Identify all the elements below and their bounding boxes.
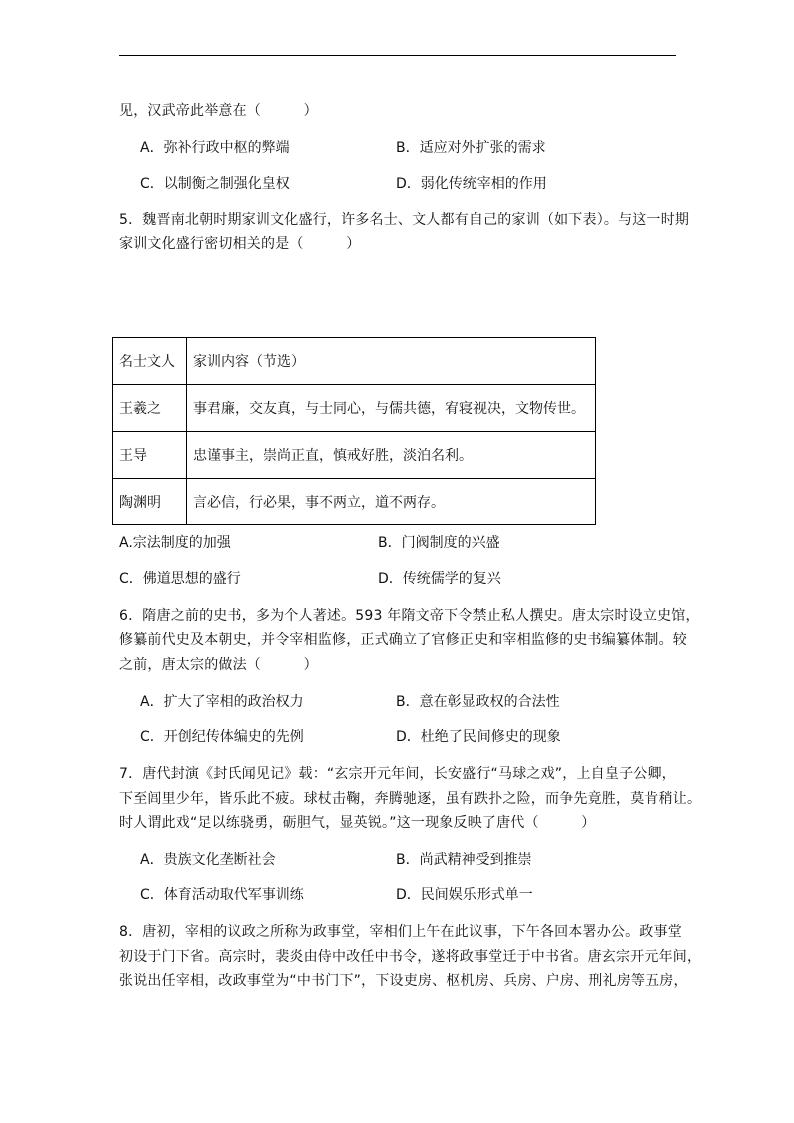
q4-stem-end: 见，汉武帝此举意在（ ）	[119, 103, 318, 119]
q4-option-a: A．弥补行政中枢的弊端	[140, 140, 290, 156]
q5-option-b: B．门阀制度的兴盛	[378, 535, 500, 551]
header-rule	[119, 55, 676, 56]
q6-option-a: A．扩大了宰相的政治权力	[140, 694, 304, 710]
q4-option-d: D．弱化传统宰相的作用	[396, 176, 547, 192]
table-row	[113, 432, 596, 479]
table-header-cell: 家训内容（节选）	[187, 338, 596, 385]
q6-option-d: D．杜绝了民间修史的现象	[396, 729, 561, 745]
q7-stem-line-1: 7．唐代封演《封氏闻见记》载：“玄宗开元年间，长安盛行“马球之戏”，上自皇子公卿，	[119, 766, 676, 782]
q7-option-c: C．体育活动取代军事训练	[140, 887, 304, 903]
table-cell-content: 言必信，行必果，事不两立，道不两存。	[187, 479, 596, 525]
q8-stem-line-2: 初设于门下省。高宗时，裴炎由侍中改任中书令，遂将政事堂迁于中书省。唐玄宗开元年间，	[119, 949, 702, 965]
table-header-row	[113, 338, 596, 385]
q4-option-c: C．以制衡之制强化皇权	[140, 176, 290, 192]
q5-option-a: A.宗法制度的加强	[119, 535, 231, 551]
q8-stem-line-3: 张说出任宰相，改政事堂为“中书门下”，下设吏房、枢机房、兵房、户房、刑礼房等五房，	[119, 973, 688, 989]
table-cell-name: 王导	[113, 432, 187, 479]
q6-option-c: C．开创纪传体编史的先例	[140, 729, 304, 745]
q7-option-a: A．贵族文化垄断社会	[140, 852, 276, 868]
q8-stem-line-1: 8．唐初，宰相的议政之所称为政事堂，宰相们上午在此议事，下午各回本署办公。政事堂	[119, 924, 682, 940]
q6-stem-line-2: 修纂前代史及本朝史，并令宰相监修，正式确立了官修正史和宰相监修的史书编纂体制。较	[119, 632, 687, 648]
table-cell-name: 王羲之	[113, 385, 187, 432]
q4-option-b: B．适应对外扩张的需求	[396, 140, 546, 156]
q6-stem-line-3: 之前，唐太宗的做法（ ）	[119, 657, 318, 673]
q5-option-d: D．传统儒学的复兴	[378, 571, 501, 587]
table-header-cell: 名士文人	[113, 338, 187, 385]
q7-stem-line-2: 下至闾里少年，皆乐此不疲。球杖击鞠，奔腾驰逐，虽有跌扑之险，而争先竟胜，莫肯稍让。	[119, 791, 702, 807]
q7-option-d: D．民间娱乐形式单一	[396, 887, 533, 903]
table-row	[113, 479, 596, 525]
table-cell-name: 陶渊明	[113, 479, 187, 525]
q6-stem-line-1: 6．隋唐之前的史书，多为个人著述。593 年隋文帝下令禁止私人撰史。唐太宗时设立史馆，	[119, 608, 700, 624]
table-cell-content: 事君廉，交友真，与士同心，与儒共德，宥寝视决，文物传世。	[187, 385, 596, 432]
table-row	[113, 385, 596, 432]
q5-stem-line-1: 5．魏晋南北朝时期家训文化盛行，许多名士、文人都有自己的家训（如下表）。与这一时期	[119, 212, 690, 228]
q7-stem-line-3: 时人谓此戏“足以练骁勇，砺胆气，显英锐。”这一现象反映了唐代（ ）	[119, 815, 596, 831]
q5-option-c: C．佛道思想的盛行	[119, 571, 241, 587]
table-cell-content: 忠谨事主，崇尚正直，慎戒好胜，淡泊名利。	[187, 432, 596, 479]
q5-stem-line-2: 家训文化盛行密切相关的是（ ）	[119, 236, 361, 252]
q6-option-b: B．意在彰显政权的合法性	[396, 694, 560, 710]
family-instructions-table	[112, 337, 596, 525]
q7-option-b: B．尚武精神受到推崇	[396, 852, 532, 868]
